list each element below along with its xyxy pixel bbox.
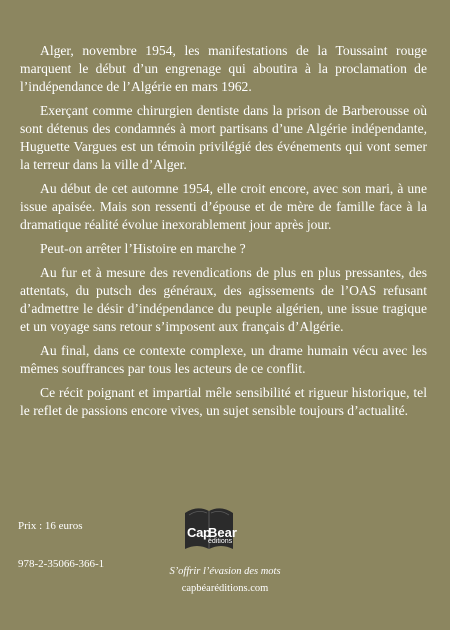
publisher-slogan: S’offrir l’évasion des mots: [169, 566, 281, 577]
back-cover-text: [20, 42, 427, 426]
isbn-label: 978-2-35066-366-1: [18, 558, 105, 570]
logo-word-editions: éditions: [208, 538, 233, 545]
paragraph-2: Exerçant comme chirurgien dentiste dans la prison de Barberousse où sont détenus des condamnés à mort partisans d’une Algérie indépendante, Huguette Vargues est un témoin privilégié des événements qui vont semer la terreur dans la ville d’Alger.: [20, 103, 427, 172]
logo-word-cap: Cap: [187, 525, 211, 540]
paragraph-5: Au fur et à mesure des revendications de plus en plus pressantes, des attentats, du putsch des généraux, des agissements de l’OAS refusant d’admettre le désir d’indépendance du peuple algérien, une issue tragique et un voyage sans retour s’imposent aux français d’Algérie.: [20, 265, 427, 334]
publisher-website: capbéaréditions.com: [181, 583, 269, 594]
price-label: Prix : 16 euros: [18, 520, 83, 532]
publisher-logo: [181, 503, 237, 551]
logo-word-bear: Bear: [208, 525, 237, 540]
paragraph-1: Alger, novembre 1954, les manifestations de la Toussaint rouge marquent le début d’un engrenage qui aboutira à la proclamation de l’indépendance de l’Algérie en mars 1962.: [20, 43, 427, 94]
paragraph-6: Au final, dans ce contexte complexe, un drame humain vécu avec les mêmes souffrances par tous les acteurs de ce conflit.: [20, 343, 427, 376]
paragraph-4: Peut-on arrêter l’Histoire en marche ?: [40, 241, 246, 256]
paragraph-3: Au début de cet automne 1954, elle croit encore, avec son mari, à une issue apaisée. Mais son ressenti d’épouse et de mère de famille face à la dramatique réalité évolue inexorablement jour après jour.: [20, 181, 427, 232]
paragraph-7: Ce récit poignant et impartial mêle sensibilité et rigueur historique, tel le reflet de passions encore vives, un sujet sensible toujours d’actualité.: [20, 385, 427, 418]
